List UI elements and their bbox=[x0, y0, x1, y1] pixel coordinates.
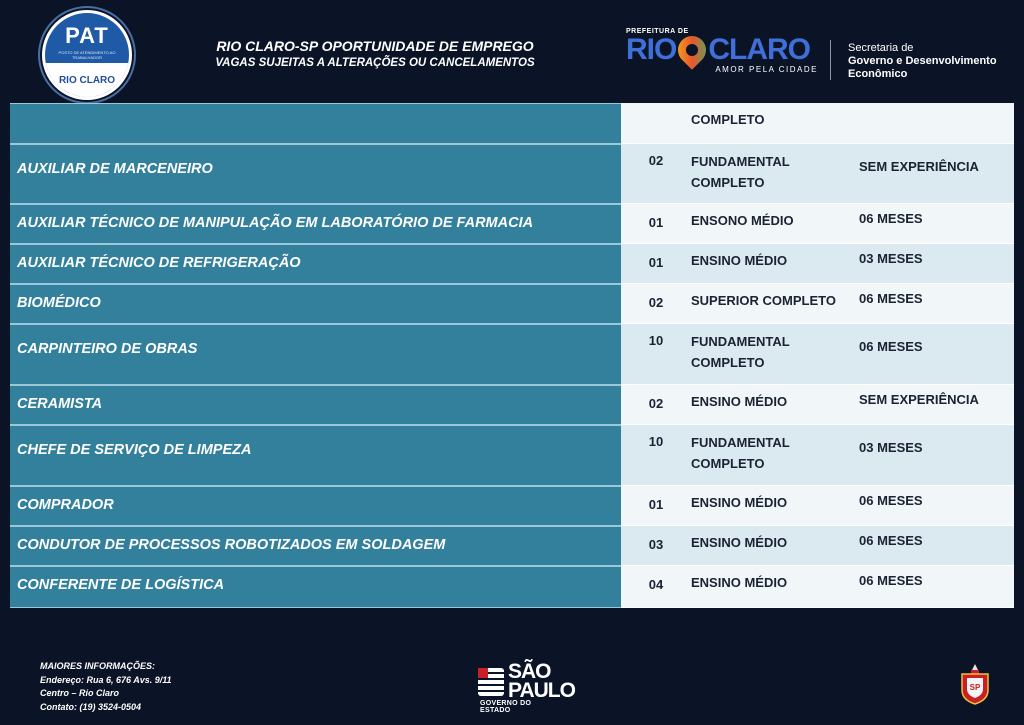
job-title-cell: AUXILIAR DE MARCENEIRO bbox=[10, 144, 621, 204]
job-title-cell bbox=[10, 103, 621, 144]
sao-paulo-logo-line1: SÃO bbox=[508, 660, 551, 683]
sao-paulo-logo-gov: GOVERNO DO ESTADO bbox=[480, 700, 532, 714]
experience-requirement: 06 MESES bbox=[859, 211, 923, 226]
page-title: RIO CLARO-SP OPORTUNIDADE DE EMPREGO bbox=[216, 38, 534, 54]
job-title-cell: COMPRADOR bbox=[10, 486, 621, 526]
header-titles bbox=[200, 38, 550, 69]
sao-paulo-logo-text bbox=[508, 662, 575, 700]
experience-requirement: SEM EXPERIÊNCIA bbox=[859, 392, 979, 407]
contact-info-title: MAIORES INFORMAÇÕES: bbox=[40, 661, 156, 671]
contact-district: Centro – Rio Claro bbox=[40, 688, 120, 698]
vacancy-count: 10 bbox=[648, 434, 664, 449]
experience-requirement: 06 MESES bbox=[859, 339, 923, 354]
secretaria-line2: Governo e Desenvolvimento bbox=[848, 55, 997, 67]
education-requirement: ENSINO MÉDIO bbox=[691, 575, 788, 590]
table-row bbox=[10, 385, 1014, 425]
education-requirement: FUNDAMENTAL COMPLETO bbox=[691, 435, 790, 471]
job-details-cell bbox=[621, 526, 1014, 566]
sao-paulo-logo-line2: PAULO bbox=[508, 679, 575, 702]
job-details-cell bbox=[621, 566, 1014, 608]
table-row bbox=[10, 425, 1014, 486]
job-details-cell bbox=[621, 486, 1014, 526]
experience-requirement bbox=[859, 103, 1014, 143]
contact-address: Endereço: Rua 6, 676 Avs. 9/11 bbox=[40, 674, 172, 685]
education-requirement: ENSINO MÉDIO bbox=[691, 253, 788, 268]
contact-info bbox=[40, 660, 172, 714]
vacancy-count: 02 bbox=[648, 396, 664, 411]
vacancy-count: 10 bbox=[648, 333, 664, 348]
table-row bbox=[10, 103, 1014, 144]
job-details-cell bbox=[621, 425, 1014, 486]
sao-paulo-flag-icon bbox=[478, 668, 504, 696]
secretaria-line3: Econômico bbox=[848, 68, 908, 80]
table-row bbox=[10, 144, 1014, 204]
education-requirement: ENSONO MÉDIO bbox=[691, 213, 794, 228]
rio-claro-logo-prefeitura: PREFEITURA DE bbox=[626, 28, 689, 35]
experience-requirement: 06 MESES bbox=[859, 291, 923, 306]
job-details-cell bbox=[621, 385, 1014, 425]
job-details-cell bbox=[621, 284, 1014, 324]
job-title-cell: AUXILIAR TÉCNICO DE MANIPULAÇÃO EM LABORATÓRIO DE FARMACIA bbox=[10, 204, 621, 244]
pat-logo-city-band bbox=[45, 63, 129, 97]
vacancy-count: 01 bbox=[648, 255, 664, 270]
rio-claro-logo bbox=[626, 28, 826, 82]
secretaria-line1: Secretaria de bbox=[848, 42, 914, 54]
job-details-cell bbox=[621, 144, 1014, 204]
vacancy-count: 01 bbox=[648, 215, 664, 230]
experience-requirement: SEM EXPERIÊNCIA bbox=[859, 159, 979, 174]
job-title-cell: CHEFE DE SERVIÇO DE LIMPEZA bbox=[10, 425, 621, 486]
contact-phone: Contato: (19) 3524-0504 bbox=[40, 701, 142, 712]
education-requirement: ENSINO MÉDIO bbox=[691, 535, 788, 550]
education-requirement: SUPERIOR COMPLETO bbox=[691, 293, 836, 308]
job-title-cell: AUXILIAR TÉCNICO DE REFRIGERAÇÃO bbox=[10, 244, 621, 284]
experience-requirement: 06 MESES bbox=[859, 533, 923, 548]
experience-requirement: 06 MESES bbox=[859, 573, 923, 588]
experience-requirement: 06 MESES bbox=[859, 493, 923, 508]
table-row bbox=[10, 284, 1014, 324]
vacancy-count: 02 bbox=[648, 295, 664, 310]
vacancy-count: 02 bbox=[648, 153, 664, 168]
job-title-cell: CARPINTEIRO DE OBRAS bbox=[10, 324, 621, 385]
job-title-cell: CONFERENTE DE LOGÍSTICA bbox=[10, 566, 621, 608]
table-row bbox=[10, 244, 1014, 284]
table-row bbox=[10, 486, 1014, 526]
education-requirement: FUNDAMENTAL COMPLETO bbox=[691, 154, 790, 190]
location-pin-icon bbox=[673, 30, 713, 70]
job-details-cell bbox=[621, 244, 1014, 284]
table-row bbox=[10, 526, 1014, 566]
education-requirement: FUNDAMENTAL COMPLETO bbox=[691, 334, 790, 370]
header-divider bbox=[830, 40, 831, 80]
vacancy-count: 03 bbox=[648, 537, 664, 552]
vacancy-count bbox=[621, 103, 691, 143]
pat-logo bbox=[42, 10, 132, 100]
state-coat-of-arms-icon bbox=[956, 662, 994, 706]
svg-text:SP: SP bbox=[969, 683, 981, 692]
secretaria-label bbox=[848, 42, 997, 81]
job-details-cell bbox=[621, 204, 1014, 244]
experience-requirement: 03 MESES bbox=[859, 251, 923, 266]
rio-claro-logo-tagline: AMOR PELA CIDADE bbox=[715, 65, 818, 74]
page-subtitle: VAGAS SUJEITAS A ALTERAÇÕES OU CANCELAMENTOS bbox=[215, 57, 535, 69]
job-table bbox=[10, 103, 1014, 608]
pat-logo-city: RIO CLARO bbox=[58, 74, 116, 86]
table-row bbox=[10, 204, 1014, 244]
vacancy-count: 04 bbox=[648, 577, 664, 592]
job-title-cell: CERAMISTA bbox=[10, 385, 621, 425]
pat-logo-subtitle: POSTO DE ATENDIMENTO AO TRABALHADOR bbox=[58, 50, 116, 60]
job-details-cell bbox=[621, 324, 1014, 385]
table-row bbox=[10, 324, 1014, 385]
table-row bbox=[10, 566, 1014, 608]
rio-claro-logo-name-left: RIO bbox=[626, 33, 677, 66]
job-details-cell bbox=[621, 103, 1014, 144]
education-requirement: COMPLETO bbox=[691, 112, 765, 127]
education-requirement: ENSINO MÉDIO bbox=[691, 394, 788, 409]
sao-paulo-government-logo bbox=[478, 660, 575, 714]
education-requirement: ENSINO MÉDIO bbox=[691, 495, 788, 510]
rio-claro-logo-name bbox=[626, 35, 826, 65]
vacancy-count: 01 bbox=[648, 497, 664, 512]
experience-requirement: 03 MESES bbox=[859, 440, 923, 455]
job-title-cell: CONDUTOR DE PROCESSOS ROBOTIZADOS EM SOLDAGEM bbox=[10, 526, 621, 566]
pat-logo-title: PAT bbox=[65, 23, 109, 48]
job-title-cell: BIOMÉDICO bbox=[10, 284, 621, 324]
rio-claro-logo-name-right: CLARO bbox=[708, 33, 810, 66]
